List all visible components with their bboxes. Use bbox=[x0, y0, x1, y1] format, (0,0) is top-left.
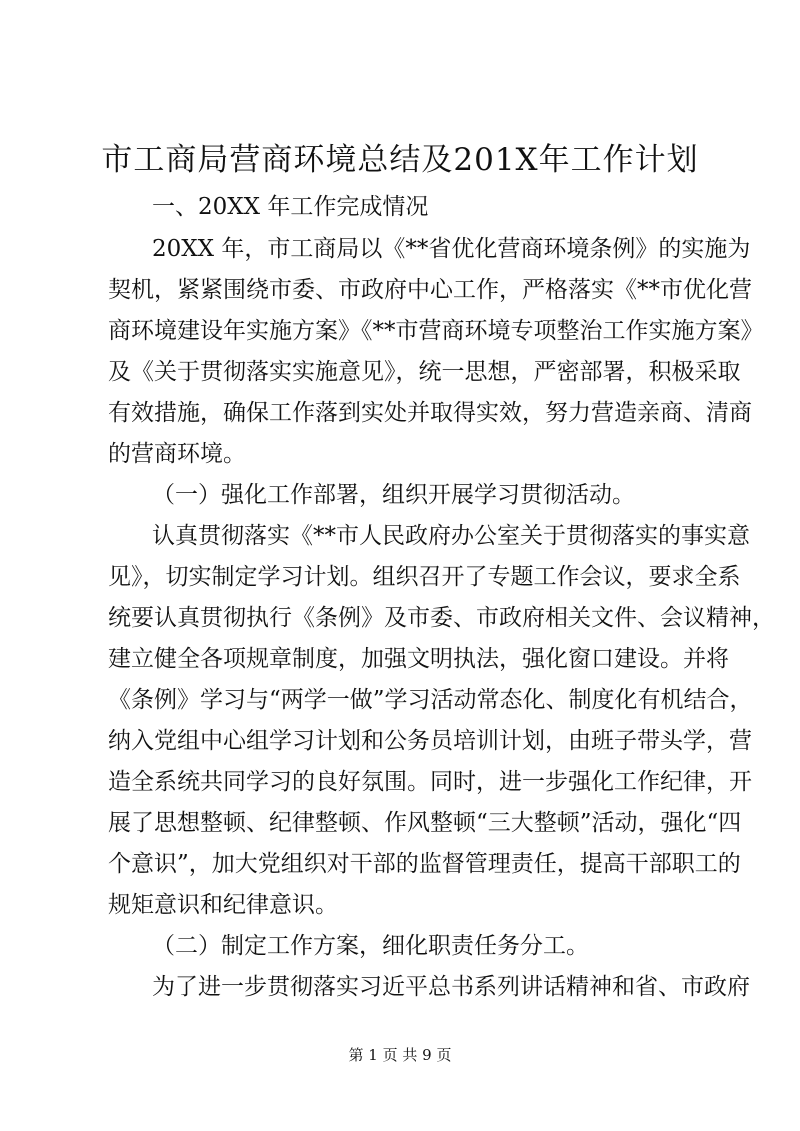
body-text-line: 有效措施，确保工作落到实处并取得实效，努力营造亲商、清商 bbox=[108, 400, 752, 426]
body-text-line: 的营商环境。 bbox=[108, 441, 246, 467]
body-text-line: 统要认真贯彻执行《条例》及市委、市政府相关文件、会议精神， bbox=[108, 605, 775, 631]
body-text-line: 及《关于贯彻落实实施意见》，统一思想，严密部署，积极采取 bbox=[108, 359, 741, 385]
document-title: 市工商局营商环境总结及201X年工作计划 bbox=[101, 142, 699, 178]
body-text-line: 认真贯彻落实《**市人民政府办公室关于贯彻落实的事实意 bbox=[152, 523, 750, 549]
subsection-heading: （一）强化工作部署，组织开展学习贯彻活动。 bbox=[152, 482, 635, 508]
body-text-line: 20XX 年，市工商局以《**省优化营商环境条例》的实施为 bbox=[152, 236, 751, 262]
body-text-line: 契机，紧紧围绕市委、市政府中心工作，严格落实《**市优化营 bbox=[108, 277, 752, 303]
body-text-line: 展了思想整顿、纪律整顿、作风整顿“三大整顿”活动，强化“四 bbox=[108, 810, 742, 836]
section-heading: 一、20XX 年工作完成情况 bbox=[152, 194, 429, 220]
body-text-line: 《条例》学习与“两学一做”学习活动常态化、制度化有机结合， bbox=[108, 687, 753, 713]
body-text-line: 建立健全各项规章制度，加强文明执法，强化窗口建设。并将 bbox=[108, 646, 729, 672]
body-text-line: 造全系统共同学习的良好氛围。同时，进一步强化工作纪律，开 bbox=[108, 769, 752, 795]
subsection-heading: （二）制定工作方案，细化职责任务分工。 bbox=[152, 933, 589, 959]
body-text-line: 规矩意识和纪律意识。 bbox=[108, 892, 338, 918]
body-text-line: 为了进一步贯彻落实习近平总书系列讲话精神和省、市政府 bbox=[152, 974, 750, 1000]
body-text-line: 商环境建设年实施方案》《**市营商环境专项整治工作实施方案》 bbox=[108, 318, 764, 344]
body-text-line: 纳入党组中心组学习计划和公务员培训计划，由班子带头学，营 bbox=[108, 728, 752, 754]
body-text-line: 见》，切实制定学习计划。组织召开了专题工作会议，要求全系 bbox=[108, 564, 741, 590]
body-text-line: 个意识”，加大党组织对干部的监督管理责任，提高干部职工的 bbox=[108, 851, 741, 877]
page-number-footer: 第 1 页 共 9 页 bbox=[348, 1046, 452, 1064]
